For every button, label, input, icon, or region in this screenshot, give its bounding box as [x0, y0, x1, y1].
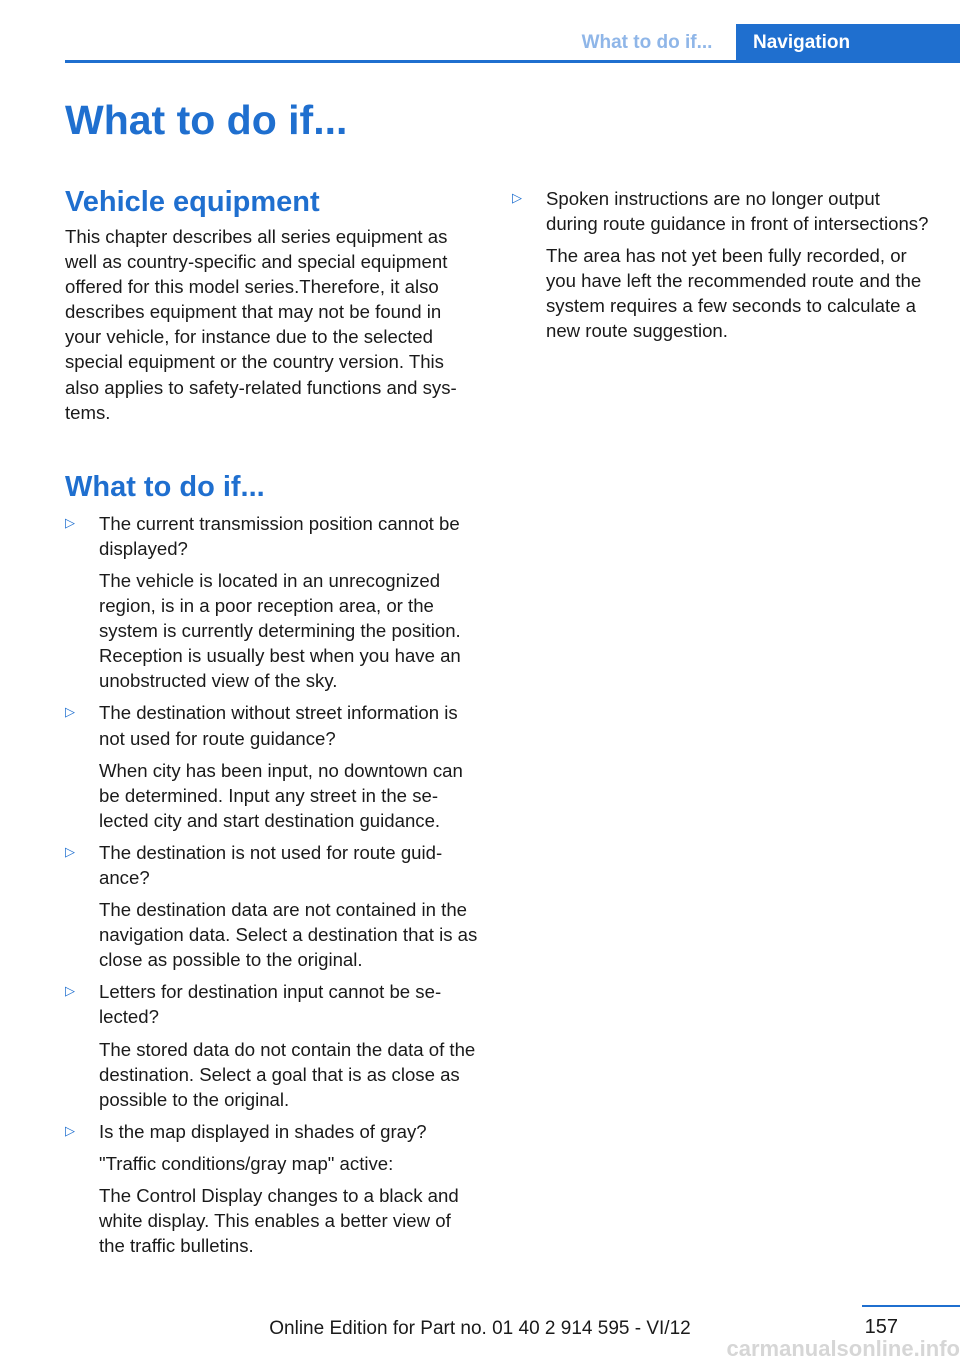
list-item-answer: When city has been input, no downtown can be determined. Input any street in the selected city and start destination guidance.: [99, 759, 463, 831]
list-item-answer: The area has not yet been fully recorded, or you have left the recommended route and the system requires a few seconds to calculate a new route suggestion.: [546, 245, 922, 342]
triangle-bullet-icon: ▷: [65, 983, 75, 999]
header-chapter-tab[interactable]: Navigation: [736, 24, 960, 62]
list-item: [65, 979, 481, 1111]
list-item-question: Letters for destination input cannot be selected?: [99, 981, 442, 1028]
list-item-answer: The stored data do not contain the data of the destination. Select a goal that is as close as possible to the original.: [99, 1038, 476, 1110]
vehicle-equipment-heading: Vehicle equipment: [65, 186, 320, 218]
footer-rule: [862, 1305, 960, 1307]
list-item-question: Spoken instructions are no longer output during route guidance in front of intersections?: [546, 188, 929, 235]
list-item-question: The destination without street information is not used for route guidance?: [99, 702, 458, 749]
list-item: [65, 1119, 481, 1258]
list-item-answer: The destination data are not contained in the navigation data. Select a destination that is as close as possible to the original.: [99, 899, 478, 971]
list-item: [65, 840, 481, 972]
right-column: [512, 186, 930, 344]
edition-note: Online Edition for Part no. 01 40 2 914 595 - VI/12: [269, 1318, 691, 1339]
triangle-bullet-icon: ▷: [512, 190, 522, 205]
list-item: [65, 700, 481, 832]
list-item-answer: The Control Display changes to a black and white display. This enables a better view of the traffic bulletins.: [99, 1185, 459, 1257]
triangle-bullet-icon: ▷: [65, 704, 75, 720]
list-item-question: The destination is not used for route guidance?: [99, 841, 443, 888]
list-item: [512, 186, 930, 344]
watermark: carmanualsonline.info: [726, 1336, 960, 1361]
page-number: 157: [864, 1316, 898, 1338]
header-section-title: What to do if...: [581, 32, 713, 53]
list-item-question: Is the map displayed in shades of gray?: [99, 1120, 427, 1142]
list-item: [65, 511, 481, 694]
page-title: What to do if...: [65, 97, 348, 143]
triangle-bullet-icon: ▷: [65, 514, 75, 530]
triangle-bullet-icon: ▷: [65, 1122, 75, 1138]
list-item-answer: The vehicle is located in an unrecognized region, is in a poor reception area, or the system is currently determining the position. Reception is usually best when you have an unobstructed view of the sky.: [99, 569, 461, 692]
list-item-question: The current transmission position cannot be displayed?: [99, 512, 460, 559]
left-column: [65, 180, 481, 1258]
what-to-do-heading: What to do if...: [65, 470, 265, 503]
vehicle-equipment-text: This chapter describes all series equipment as well as country-specific and special equipment offered for this model series.Therefore, it also describes equipment that may not be found in your vehicle, for instance due to the selected special equipment or the country version. This also applies to safety-related functions and systems.: [65, 226, 457, 423]
list-item-answer: "Traffic conditions/gray map" active:: [99, 1152, 394, 1174]
triangle-bullet-icon: ▷: [65, 843, 75, 859]
header-rule: [65, 60, 960, 63]
